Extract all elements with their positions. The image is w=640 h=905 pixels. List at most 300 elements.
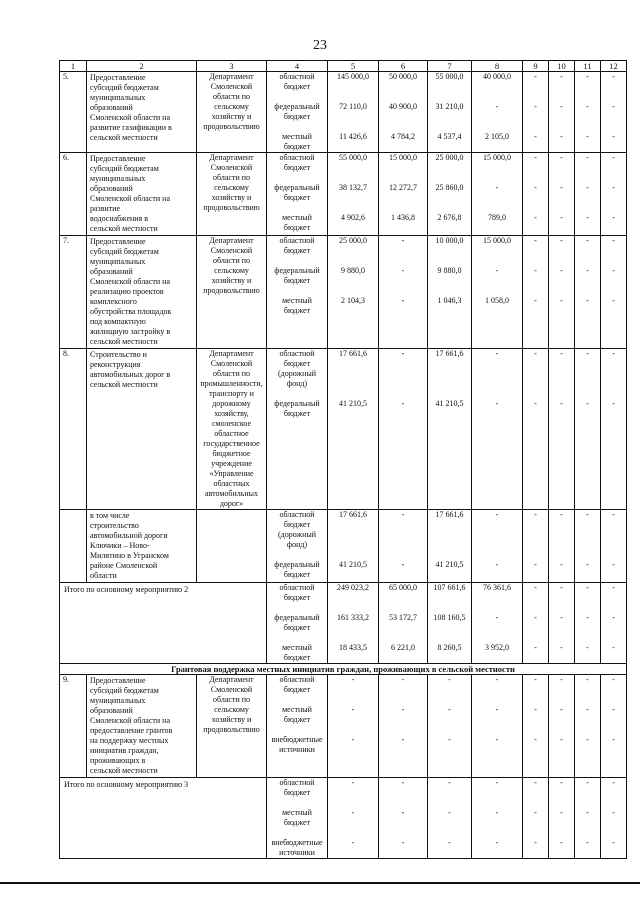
spacer xyxy=(575,725,600,735)
page-number: 23 xyxy=(313,38,327,53)
spacer xyxy=(379,173,427,183)
activity-name-line: Смоленской области на xyxy=(90,716,171,725)
spacer xyxy=(379,593,427,603)
executor-line: продовольствию xyxy=(203,122,260,131)
funding-source-name: бюджет xyxy=(283,653,311,662)
spacer xyxy=(428,256,471,266)
funding-source-name: источники xyxy=(279,745,315,754)
value: - xyxy=(401,349,405,358)
spacer xyxy=(575,593,600,603)
spacer xyxy=(328,256,378,266)
row-number: 8. xyxy=(60,349,87,510)
spacer xyxy=(379,818,427,828)
value: - xyxy=(612,153,615,162)
value: - xyxy=(495,349,499,358)
spacer xyxy=(523,715,548,725)
spacer xyxy=(549,653,574,663)
value: - xyxy=(586,643,589,652)
spacer xyxy=(328,520,378,530)
spacer xyxy=(523,409,548,419)
activity-name-line: Смоленской области на xyxy=(90,277,171,286)
row-number: 6. xyxy=(60,153,87,236)
spacer xyxy=(523,798,548,808)
activity-name xyxy=(87,510,197,583)
activity-name-line: обустройства площадок xyxy=(90,307,172,316)
spacer xyxy=(379,725,427,735)
value-cell xyxy=(472,778,523,859)
spacer xyxy=(549,725,574,735)
value: - xyxy=(401,296,405,305)
spacer xyxy=(428,359,471,369)
spacer xyxy=(575,540,600,550)
funding-source-name: местный xyxy=(282,643,312,652)
spacer xyxy=(575,788,600,798)
spacer xyxy=(575,379,600,389)
executor-line: учреждение xyxy=(211,459,252,468)
funding-source-name: фонд) xyxy=(286,379,308,388)
spacer xyxy=(267,550,327,560)
spacer xyxy=(549,223,574,233)
column-number: 7 xyxy=(428,61,472,72)
value: - xyxy=(586,560,589,569)
value: - xyxy=(612,560,615,569)
activity-name-line: Ключики – Ново- xyxy=(90,541,150,550)
spacer xyxy=(549,685,574,695)
value-cell xyxy=(523,510,549,583)
value: - xyxy=(495,560,499,569)
funding-source-name: федеральный xyxy=(274,183,320,192)
value: - xyxy=(534,675,537,684)
spacer xyxy=(428,530,471,540)
value-cell xyxy=(523,349,549,510)
value: - xyxy=(495,399,499,408)
column-number: 3 xyxy=(197,61,267,72)
spacer xyxy=(379,653,427,663)
spacer xyxy=(575,633,600,643)
value: - xyxy=(560,735,563,744)
value-cell xyxy=(379,675,428,778)
spacer xyxy=(428,276,471,286)
spacer xyxy=(428,369,471,379)
spacer xyxy=(523,828,548,838)
value: - xyxy=(351,735,355,744)
executor-line: бюджетное xyxy=(212,449,251,458)
funding-source-name: местный xyxy=(282,808,312,817)
value: - xyxy=(534,72,537,81)
activity-name-line: Смоленской области на xyxy=(90,113,171,122)
spacer xyxy=(428,409,471,419)
activity-name-line: Милятино в Угранском xyxy=(90,551,169,560)
value: 249 023,2 xyxy=(337,583,369,592)
spacer xyxy=(549,409,574,419)
value-cell xyxy=(379,583,428,664)
spacer xyxy=(428,695,471,705)
table-row xyxy=(60,510,627,583)
spacer xyxy=(523,550,548,560)
value-cell xyxy=(523,236,549,349)
value: - xyxy=(534,808,537,817)
value: - xyxy=(534,213,537,222)
value: - xyxy=(495,102,499,111)
spacer xyxy=(472,306,522,316)
value: 25 860,0 xyxy=(435,183,464,192)
value: 76 361,6 xyxy=(483,583,511,592)
total-label: Итого по основному мероприятию 2 xyxy=(60,583,267,664)
spacer xyxy=(379,92,427,102)
spacer xyxy=(428,163,471,173)
spacer xyxy=(328,142,378,152)
spacer xyxy=(472,389,522,399)
value-cell xyxy=(328,349,379,510)
spacer xyxy=(328,550,378,560)
spacer xyxy=(523,163,548,173)
spacer xyxy=(575,550,600,560)
value: - xyxy=(612,72,615,81)
executor-line: Департамент xyxy=(209,72,254,81)
spacer xyxy=(523,603,548,613)
executor-line: Департамент xyxy=(209,153,254,162)
spacer xyxy=(428,82,471,92)
funding-source-cell xyxy=(267,236,328,349)
spacer xyxy=(379,82,427,92)
spacer xyxy=(328,818,378,828)
spacer xyxy=(379,286,427,296)
value-cell xyxy=(379,778,428,859)
value: - xyxy=(401,266,405,275)
value: 9 880,0 xyxy=(341,266,365,275)
spacer xyxy=(379,570,427,580)
spacer xyxy=(267,725,327,735)
spacer xyxy=(523,685,548,695)
spacer xyxy=(549,256,574,266)
value: - xyxy=(351,838,355,847)
value-cell xyxy=(428,153,472,236)
value: 4 902,6 xyxy=(341,213,365,222)
spacer xyxy=(601,715,626,725)
executor-line: продовольствию xyxy=(203,286,260,295)
executor-line: промышленности, xyxy=(200,379,263,388)
value: - xyxy=(586,808,589,817)
spacer xyxy=(472,530,522,540)
funding-source-name: областной xyxy=(279,675,315,684)
activity-name-line: строительство xyxy=(90,521,139,530)
value-cell xyxy=(575,153,601,236)
value: - xyxy=(534,510,537,519)
value: - xyxy=(495,266,499,275)
spacer xyxy=(379,623,427,633)
spacer xyxy=(575,112,600,122)
value: 1 058,0 xyxy=(485,296,509,305)
spacer xyxy=(472,246,522,256)
total-row xyxy=(60,778,627,859)
value: 17 661,6 xyxy=(339,349,367,358)
spacer xyxy=(523,379,548,389)
executor-line: автомобильных xyxy=(204,489,259,498)
column-number: 10 xyxy=(549,61,575,72)
spacer xyxy=(379,520,427,530)
funding-source-name: федеральный xyxy=(274,399,320,408)
value: - xyxy=(534,132,537,141)
spacer xyxy=(379,745,427,755)
spacer xyxy=(523,82,548,92)
funding-source-name: фонд) xyxy=(286,540,308,549)
value: 31 210,0 xyxy=(435,102,464,111)
value: - xyxy=(448,838,451,847)
funding-source-name: бюджет xyxy=(283,193,311,202)
spacer xyxy=(472,122,522,132)
spacer xyxy=(328,163,378,173)
funding-source-name: бюджет xyxy=(283,246,311,255)
spacer xyxy=(549,593,574,603)
spacer xyxy=(379,409,427,419)
spacer xyxy=(523,122,548,132)
value-cell xyxy=(428,236,472,349)
row-number: 9. xyxy=(60,675,87,778)
spacer xyxy=(523,633,548,643)
row-number: 5. xyxy=(60,72,87,153)
spacer xyxy=(575,286,600,296)
spacer xyxy=(472,593,522,603)
spacer xyxy=(267,256,327,266)
spacer xyxy=(328,540,378,550)
value: - xyxy=(612,213,615,222)
spacer xyxy=(328,798,378,808)
value: - xyxy=(612,675,615,684)
spacer xyxy=(601,203,626,213)
executor-line: Смоленской xyxy=(210,359,253,368)
spacer xyxy=(575,306,600,316)
value-cell xyxy=(523,583,549,664)
value: - xyxy=(401,236,405,245)
row-number: 7. xyxy=(60,236,87,349)
spacer xyxy=(523,725,548,735)
value: - xyxy=(534,296,537,305)
spacer xyxy=(549,82,574,92)
funding-source-name: областной xyxy=(279,778,315,787)
value: - xyxy=(534,236,537,245)
spacer xyxy=(601,223,626,233)
value: - xyxy=(495,735,499,744)
spacer xyxy=(379,788,427,798)
value: - xyxy=(586,778,589,787)
value-cell xyxy=(428,583,472,664)
activity-name-line: муниципальных xyxy=(90,93,146,102)
funding-source-name: местный xyxy=(282,296,312,305)
spacer xyxy=(472,173,522,183)
spacer xyxy=(601,593,626,603)
spacer xyxy=(267,173,327,183)
spacer xyxy=(575,828,600,838)
spacer xyxy=(601,623,626,633)
value-cell xyxy=(601,153,627,236)
activity-name-line: развитие газификации в xyxy=(90,123,172,132)
value: 41 210,5 xyxy=(339,399,367,408)
spacer xyxy=(549,246,574,256)
activity-name-line: муниципальных xyxy=(90,174,146,183)
value: 3 952,0 xyxy=(485,643,509,652)
spacer xyxy=(379,530,427,540)
value: 40 900,0 xyxy=(389,102,417,111)
value: 2 105,0 xyxy=(485,132,509,141)
spacer xyxy=(575,369,600,379)
value: - xyxy=(534,102,537,111)
spacer xyxy=(523,653,548,663)
spacer xyxy=(472,570,522,580)
value-cell xyxy=(328,510,379,583)
spacer xyxy=(575,409,600,419)
value: 17 661,6 xyxy=(339,510,367,519)
spacer xyxy=(549,163,574,173)
value: - xyxy=(560,560,563,569)
spacer xyxy=(428,623,471,633)
executor-line: дорог» xyxy=(219,499,244,508)
spacer xyxy=(328,633,378,643)
spacer xyxy=(523,389,548,399)
page-bottom-rule xyxy=(0,882,640,884)
value: - xyxy=(495,838,499,847)
value: 10 000,0 xyxy=(435,236,464,245)
spacer xyxy=(328,223,378,233)
spacer xyxy=(523,203,548,213)
funding-source-name: бюджет xyxy=(283,788,311,797)
spacer xyxy=(549,193,574,203)
value: 2 676,8 xyxy=(437,213,462,222)
spacer xyxy=(601,359,626,369)
spacer xyxy=(472,82,522,92)
value: - xyxy=(401,735,405,744)
spacer xyxy=(523,520,548,530)
spacer xyxy=(523,623,548,633)
spacer xyxy=(428,389,471,399)
spacer xyxy=(379,798,427,808)
activity-name-line: жилищную застройку в xyxy=(90,327,171,336)
spacer xyxy=(549,369,574,379)
spacer xyxy=(575,173,600,183)
activity-name-line: образований xyxy=(90,184,133,193)
value: - xyxy=(401,510,405,519)
spacer xyxy=(428,203,471,213)
funding-source-name: бюджет xyxy=(283,163,311,172)
value: - xyxy=(586,296,589,305)
value: 65 000,0 xyxy=(389,583,417,592)
value-cell xyxy=(549,675,575,778)
spacer xyxy=(601,193,626,203)
spacer xyxy=(379,193,427,203)
value-cell xyxy=(472,349,523,510)
value: 50 000,0 xyxy=(389,72,417,81)
spacer xyxy=(575,142,600,152)
spacer xyxy=(328,369,378,379)
spacer xyxy=(328,379,378,389)
value: 17 661,6 xyxy=(435,510,464,519)
activity-name-line: Предоставление xyxy=(90,676,146,685)
spacer xyxy=(379,550,427,560)
column-number: 5 xyxy=(328,61,379,72)
spacer xyxy=(379,685,427,695)
executor-line: дорожному xyxy=(212,399,251,408)
spacer xyxy=(472,369,522,379)
value: - xyxy=(534,613,537,622)
activity-name-line: в том числе xyxy=(90,511,130,520)
value: - xyxy=(586,236,589,245)
spacer xyxy=(549,520,574,530)
executor-line: областных xyxy=(213,479,250,488)
spacer xyxy=(575,359,600,369)
value: - xyxy=(586,132,589,141)
spacer xyxy=(328,112,378,122)
value: - xyxy=(401,560,405,569)
value-cell xyxy=(472,236,523,349)
spacer xyxy=(601,122,626,132)
value-cell xyxy=(472,72,523,153)
executor-line: области по xyxy=(212,92,251,101)
value: 6 221,0 xyxy=(391,643,415,652)
value: - xyxy=(560,643,563,652)
spacer xyxy=(601,256,626,266)
value: 8 260,5 xyxy=(437,643,462,652)
value: - xyxy=(560,399,563,408)
value: 15 000,0 xyxy=(389,153,417,162)
spacer xyxy=(379,246,427,256)
spacer xyxy=(575,246,600,256)
value-cell xyxy=(379,72,428,153)
spacer xyxy=(575,223,600,233)
spacer xyxy=(328,788,378,798)
executor-line: Департамент xyxy=(209,349,254,358)
spacer xyxy=(379,695,427,705)
spacer xyxy=(379,828,427,838)
spacer xyxy=(601,633,626,643)
spacer xyxy=(328,715,378,725)
spacer xyxy=(428,193,471,203)
spacer xyxy=(575,256,600,266)
executor-line: хозяйству и xyxy=(211,193,252,202)
spacer xyxy=(523,695,548,705)
spacer xyxy=(379,389,427,399)
value: 18 433,5 xyxy=(339,643,367,652)
executor-line: Смоленской xyxy=(210,246,253,255)
activity-name-line: сельской местности xyxy=(90,337,158,346)
executor-line: Департамент xyxy=(209,236,254,245)
funding-source-cell xyxy=(267,778,328,859)
value: - xyxy=(534,583,537,592)
spacer xyxy=(549,92,574,102)
spacer xyxy=(601,725,626,735)
spacer xyxy=(428,223,471,233)
value-cell xyxy=(601,349,627,510)
funding-source-name: федеральный xyxy=(274,102,320,111)
spacer xyxy=(472,848,522,858)
spacer xyxy=(379,256,427,266)
value: - xyxy=(560,778,563,787)
spacer xyxy=(601,92,626,102)
value: - xyxy=(586,266,589,275)
spacer xyxy=(472,92,522,102)
funding-source-name: местный xyxy=(282,132,312,141)
value: - xyxy=(612,349,615,358)
value-cell xyxy=(575,583,601,664)
column-number: 8 xyxy=(472,61,523,72)
spacer xyxy=(601,369,626,379)
activity-name-line: развитие xyxy=(90,204,121,213)
column-number: 9 xyxy=(523,61,549,72)
value: 9 880,0 xyxy=(437,266,462,275)
activity-name-line: муниципальных xyxy=(90,257,146,266)
executor-line: Смоленской xyxy=(210,685,253,694)
executor-line: областное xyxy=(214,429,249,438)
value: - xyxy=(612,296,615,305)
funding-source-name: внебюджетные xyxy=(271,735,323,744)
